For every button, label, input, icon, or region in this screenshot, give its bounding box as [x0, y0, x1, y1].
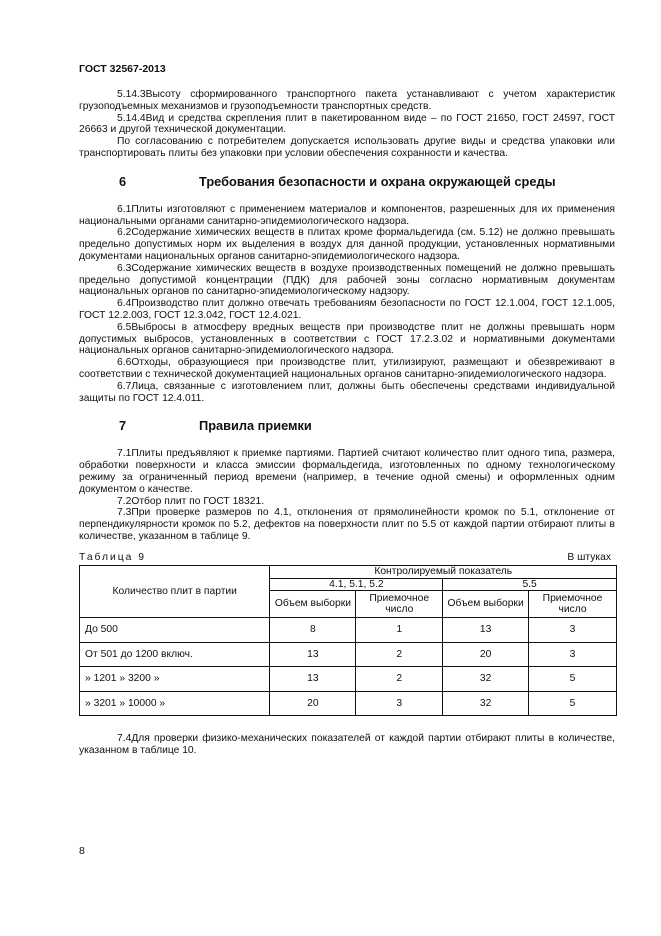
table-row: [80, 618, 617, 643]
table-cell: От 501 до 1200 включ.: [80, 642, 270, 667]
table-cell: 3: [356, 691, 443, 716]
document-header: ГОСТ 32567-2013: [79, 63, 166, 75]
section-7-title: Правила приемки: [199, 418, 312, 434]
table-subheader-sample-1: Объем выборки: [270, 591, 356, 618]
page-number: 8: [79, 845, 85, 857]
table-row: [80, 667, 617, 692]
paragraph-7-4: 7.4Для проверки физико-механических показателей от каждой партии отбирают плиты в количестве, указанном в таблице 10.: [79, 733, 615, 756]
paragraph-6-6: 6.6Отходы, образующиеся при производстве плит, утилизируют, размещают и обезвреживают в соответствии с технической документацией национальных органов санитарно-эпидемиологического надзора.: [79, 357, 615, 380]
paragraph-6-4: 6.4Производство плит должно отвечать требованиям безопасности по ГОСТ 12.1.004, ГОСТ 12.1.005, ГОСТ 12.2.003, ГОСТ 12.3.042, ГОСТ 12.4.021.: [79, 298, 615, 321]
table-subgroup-2: 5.5: [443, 578, 617, 591]
table-cell: 2: [356, 667, 443, 692]
table-cell: 13: [270, 667, 356, 692]
table-cell: 5: [529, 667, 617, 692]
paragraph-6-7: 6.7Лица, связанные с изготовлением плит, должны быть обеспечены средствами индивидуальной защиты по ГОСТ 12.4.011.: [79, 380, 615, 404]
table-cell: 13: [443, 618, 529, 643]
table-cell: 13: [270, 642, 356, 667]
table-cell: 2: [356, 642, 443, 667]
paragraph-6-1: 6.1Плиты изготовляют с применением материалов и компонентов, разрешенных для их применения национальными органами санитарно-эпидемиологического надзора.: [79, 203, 615, 227]
section-7-heading: [79, 418, 615, 434]
paragraph-5-14-4: 5.14.4Вид и средства скрепления плит в пакетированном виде – по ГОСТ 21650, ГОСТ 24597, ГОСТ 26663 и другой технической документации.: [79, 112, 615, 136]
table-cell: 32: [443, 667, 529, 692]
table-cell: До 500: [80, 618, 270, 643]
paragraph-7-1: 7.1Плиты предъявляют к приемке партиями. Партией считают количество плит одного типа, размера, обработки поверхности и класса эмиссии формальдегида, изготовленных по одному технологическому режиму за ограниченный период времени (например, в течение одной смены) и оформленных одним документом о качестве.: [79, 448, 615, 495]
section-6-number: 6: [119, 173, 127, 189]
table-9: [79, 565, 617, 717]
table-subgroup-1: 4.1, 5.1, 5.2: [270, 578, 443, 591]
table-cell: 1: [356, 618, 443, 643]
table-header-quantity: Количество плит в партии: [80, 565, 270, 618]
table-cell: » 1201 » 3200 »: [80, 667, 270, 692]
table-subheader-sample-2: Объем выборки: [443, 591, 529, 618]
paragraph-5-14-note: По согласованию с потребителем допускается использовать другие виды и средства упаковки или транспортировать плиты без упаковки при условии обеспечения сохранности и качества.: [79, 136, 615, 159]
paragraph-6-3: 6.3Содержание химических веществ в воздухе производственных помещений не должно превышать предельно допустимой концентрации (ПДК) для рабочей зоны согласно нормативным документам национальных органов по санитарно-эпидемиологическому надзору.: [79, 262, 615, 298]
paragraph-6-5: 6.5Выбросы в атмосферу вредных веществ при производстве плит не должны превышать норм допустимых выбросов, установленных в соответствии с ГОСТ 17.2.3.02 и нормативными документами национальных органов санитарно-эпидемиологического надзора.: [79, 321, 615, 357]
table-cell: 3: [529, 618, 617, 643]
paragraph-7-3: 7.3При проверке размеров по 4.1, отклонения от прямолинейности кромок по 5.1, отклонение от перпендикулярности кромок по 5.2, дефектов на поверхности плит по 5.5 от каждой партии отбирают плиты в количестве, указанном в таблице 9.: [79, 507, 615, 542]
table-header-group: Контролируемый показатель: [270, 565, 617, 578]
table-row: [80, 691, 617, 716]
table-9-units: В штуках: [567, 551, 611, 563]
table-subheader-accept-2: Приемочное число: [529, 591, 617, 618]
paragraph-6-2: 6.2Содержание химических веществ в плитах кроме формальдегида (см. 5.12) не должно превышать предельно допустимых норм их выделения в воздух для данной продукции, установленных нормативными документами национальных органов санитарно-эпидемиологического надзора.: [79, 227, 615, 262]
table-cell: » 3201 » 10000 »: [80, 691, 270, 716]
table-9-caption: Таблица 9: [79, 551, 146, 563]
section-6-title: Требования безопасности и охрана окружающей среды: [199, 173, 556, 189]
table-cell: 8: [270, 618, 356, 643]
document-body: [79, 89, 615, 757]
paragraph-5-14-3: 5.14.3Высоту сформированного транспортного пакета устанавливают с учетом характеристик грузоподъемных механизмов и грузоподъемности транспортных средств.: [79, 89, 615, 112]
table-9-caption-row: [79, 552, 615, 564]
table-cell: 20: [443, 642, 529, 667]
section-7-number: 7: [119, 418, 127, 434]
table-cell: 20: [270, 691, 356, 716]
table-cell: 3: [529, 642, 617, 667]
table-cell: 32: [443, 691, 529, 716]
table-row: [80, 642, 617, 667]
table-subheader-accept-1: Приемочное число: [356, 591, 443, 618]
table-cell: 5: [529, 691, 617, 716]
paragraph-7-2: 7.2Отбор плит по ГОСТ 18321.: [117, 495, 265, 507]
section-6-heading: [79, 174, 615, 190]
